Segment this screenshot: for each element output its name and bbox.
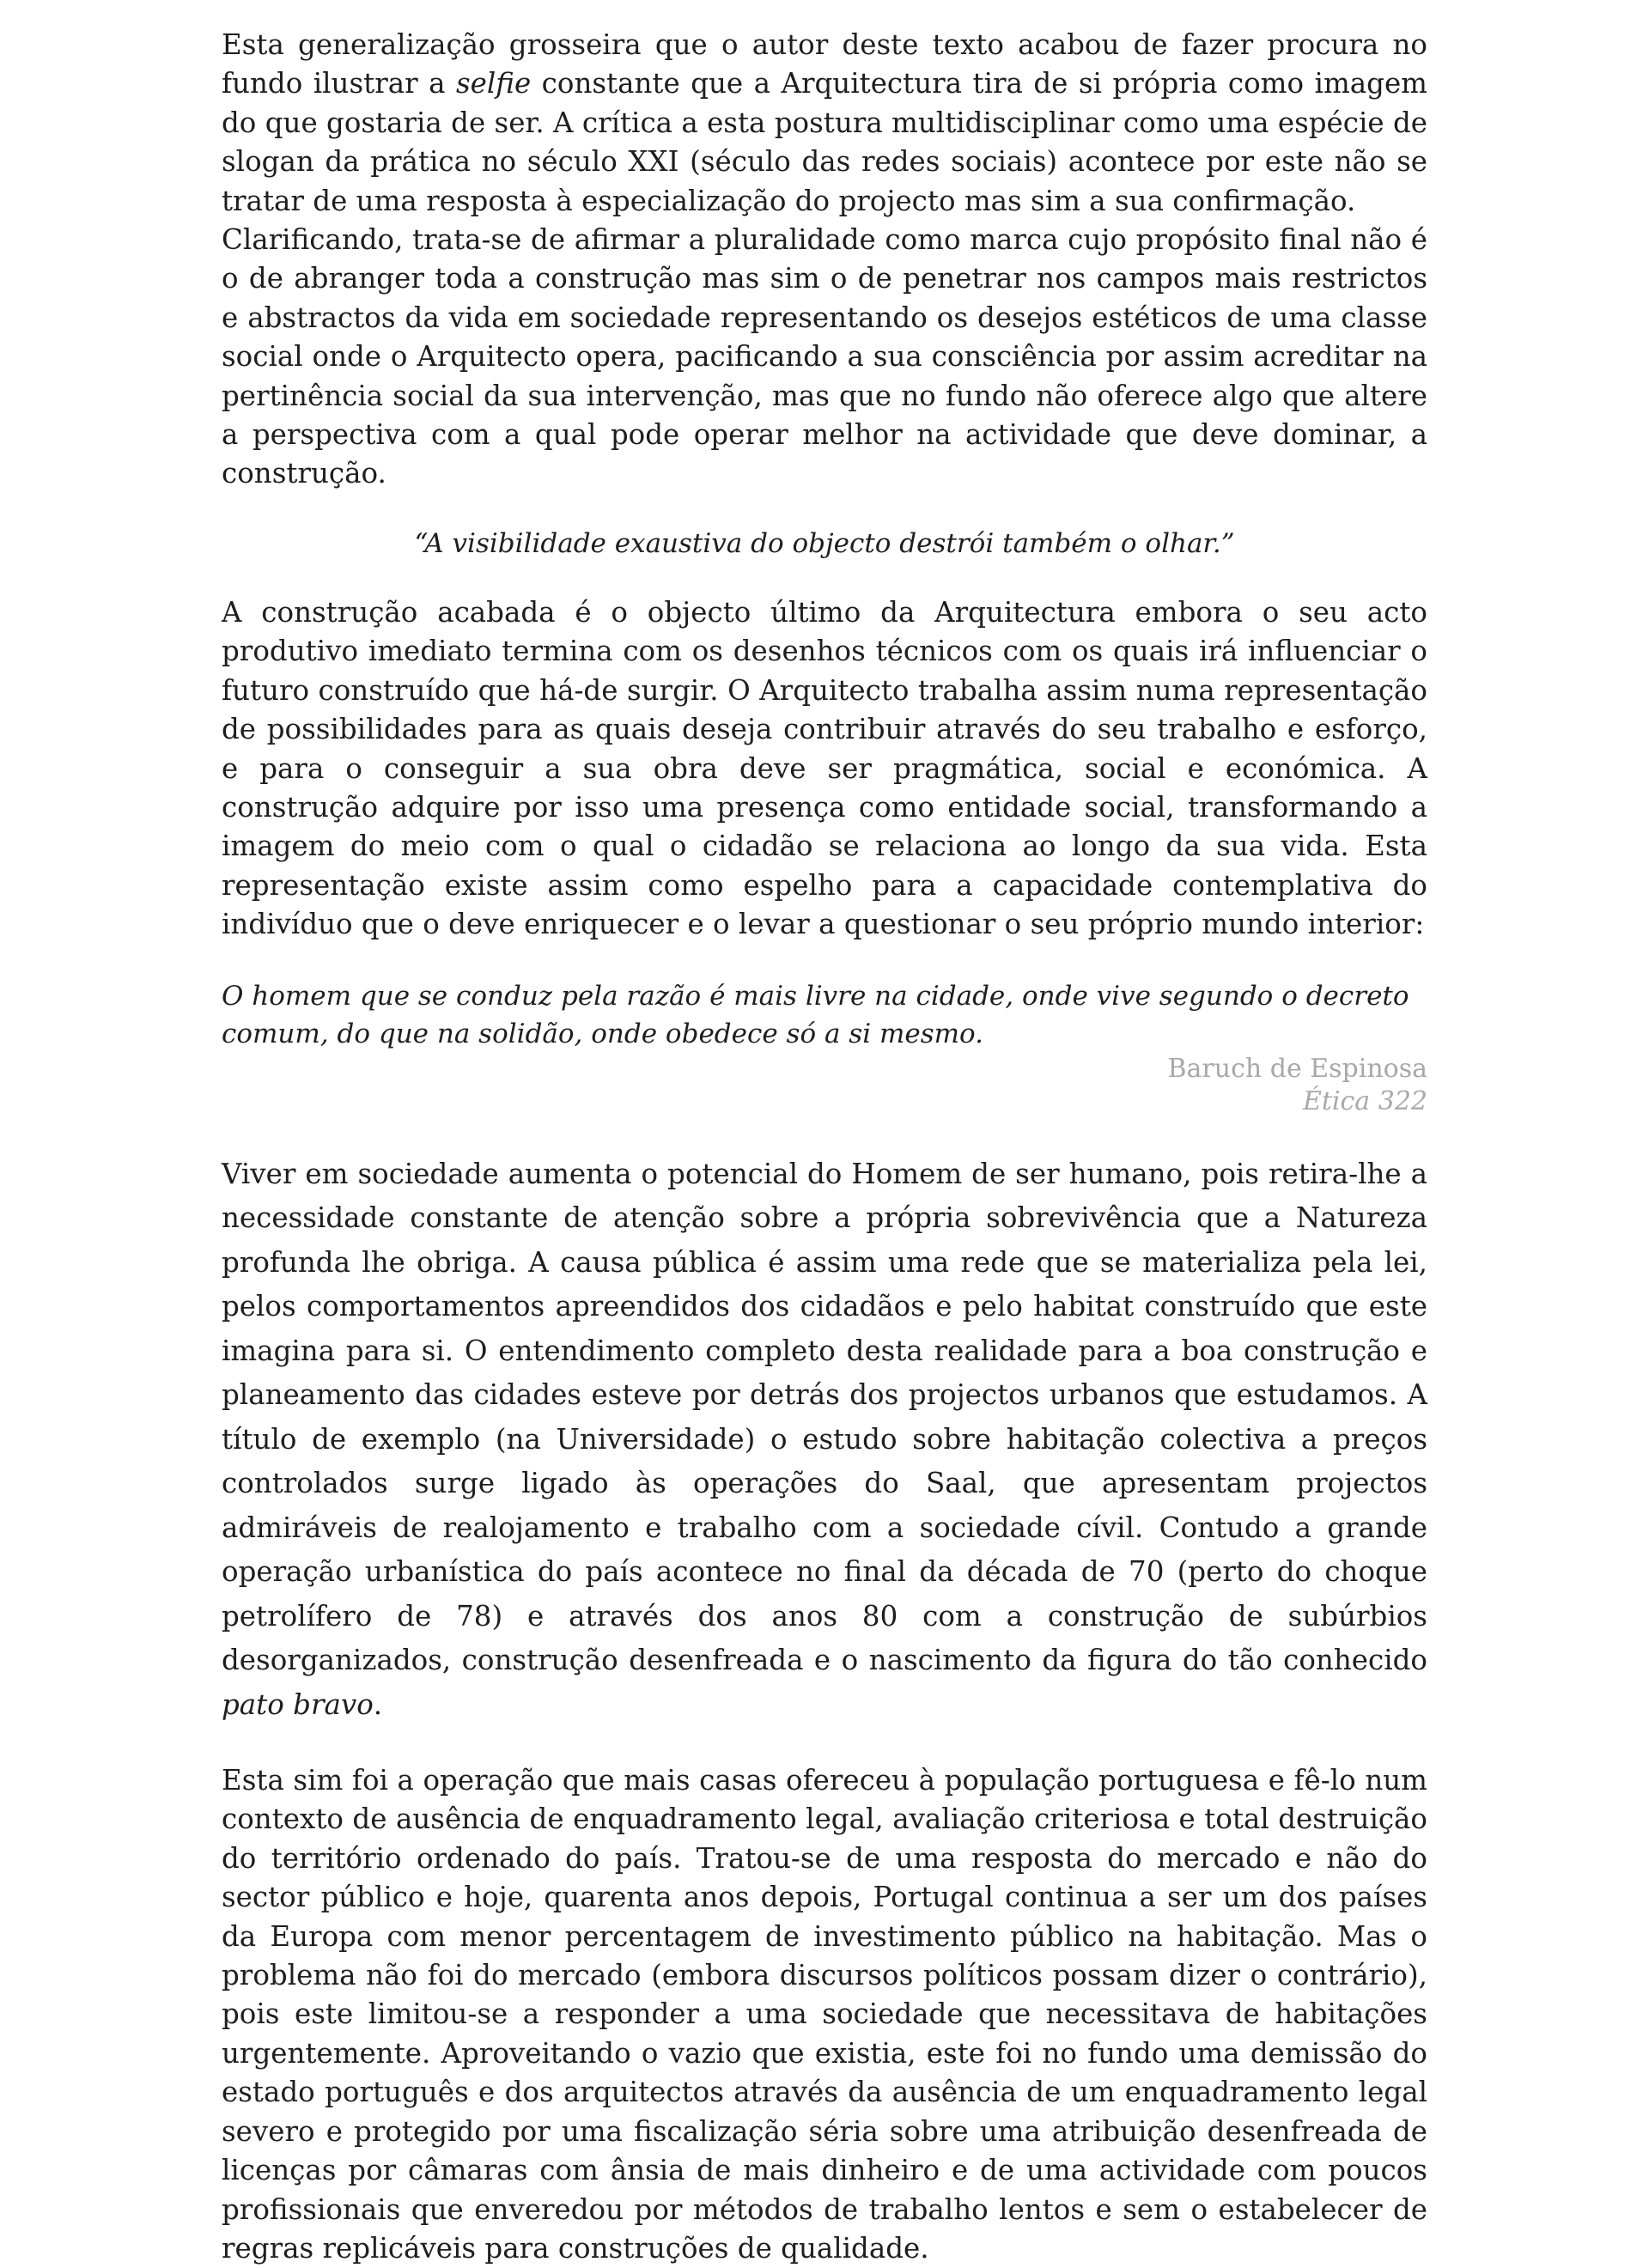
paragraph-text: Esta generalização grosseira que o autor deste texto acabou de fazer procura no fundo ilustrar a bbox=[222, 28, 1427, 100]
spacer bbox=[222, 494, 1427, 525]
spacer bbox=[222, 1727, 1427, 1761]
paragraph-text: constante que a Arquitectura tira de si própria como imagem do que gostaria de ser. A crítica a esta postura multidisciplinar como uma espécie de slogan da prática no século XXI (século das redes sociais) acontece por este não se tratar de uma resposta à especialização do projecto mas sim a sua confirmação. bbox=[222, 67, 1427, 217]
paragraph-text: Viver em sociedade aumenta o potencial do Homem de ser humano, pois retira-lhe a necessidade constante de atenção sobre a própria sobrevivência que a Natureza profunda lhe obriga. A causa pública é assim uma rede que se materializa pela lei, pelos comportamentos apreendidos dos cidadãos e pelo habitat construído que este imagina para si. O entendimento completo desta realidade para a boa construção e planeamento das cidades esteve por detrás dos projectos urbanos que estudamos. A título de exemplo (na Universidade) o estudo sobre habitação colectiva a preços controlados surge ligado às operações do Saal, que apresentam projectos admiráveis de realojamento e trabalho com a sociedade cívil. Contudo a grande operação urbanística do país acontece no final da década de 70 (perto do choque petrolífero de 78) e através dos anos 80 com a construção de subúrbios desorganizados, construção desenfreada e o nascimento da figura do tão conhecido bbox=[222, 1157, 1427, 1677]
attribution-work: Ética 322 bbox=[1302, 1085, 1427, 1116]
paragraph-esta-sim: Esta sim foi a operação que mais casas ofereceu à população portuguesa e fê-lo num contexto de ausência de enquadramento legal, avaliação criteriosa e total destruição do território ordenado do país. Tratou-se de uma resposta do mercado e não do sector público e hoje, quarenta anos depois, Portugal continua a ser um dos países da Europa com menor percentagem de investimento público na habitação. Mas o problema não foi do mercado (embora discursos políticos possam dizer o contrário), pois este limitou-se a responder a uma sociedade que necessitava de habitações urgentemente. Aproveitando o vazio que existia, este foi no fundo uma demissão do estado português e dos arquitectos através da ausência de um enquadramento legal severo e protegido por uma fiscalização séria sobre uma atribuição desenfreada de licenças por câmaras com ânsia de mais dinheiro e de uma actividade com poucos profissionais que enveredou por métodos de trabalho lentos e sem o estabelecer de regras replicáveis para construções de qualidade. bbox=[222, 1764, 1427, 2265]
centered-quote: “A visibilidade exaustiva do objecto destrói também o olhar.” bbox=[414, 527, 1235, 559]
document-page bbox=[222, 26, 1427, 2268]
paragraph-selfie bbox=[222, 26, 1427, 221]
paragraph-text: . bbox=[373, 1687, 383, 1721]
paragraph-construcao: A construção acabada é o objecto último da Arquitectura embora o seu acto produtivo imediato termina com os desenhos técnicos com os quais irá influenciar o futuro construído que há-de surgir. O Arquitecto trabalha assim numa representação de possibilidades para as quais deseja contribuir através do seu trabalho e esforço, e para o conseguir a sua obra deve ser pragmática, social e económica. A construção adquire por isso uma presença como entidade social, transformando a imagem do meio com o qual o cidadão se relaciona ao longo da sua vida. Esta representação existe assim como espelho para a capacidade contemplativa do indivíduo que o deve enriquecer e o levar a questionar o seu próprio mundo interior: bbox=[222, 595, 1427, 941]
block-quote-espinosa: O homem que se conduz pela razão é mais livre na cidade, onde vive segundo o decreto comum, do que na solidão, onde obedece só a si mesmo. bbox=[222, 980, 1409, 1049]
spacer bbox=[222, 1118, 1427, 1152]
quote-attribution bbox=[222, 1053, 1427, 1118]
spacer bbox=[222, 562, 1427, 593]
emphasis-pato-bravo: pato bravo bbox=[222, 1687, 374, 1721]
emphasis-selfie: selfie bbox=[455, 67, 532, 100]
paragraph-clarificando: Clarificando, trata-se de afirmar a pluralidade como marca cujo propósito final não é o de abranger toda a construção mas sim o de penetrar nos campos mais restrictos e abstractos da vida em sociedade representando os desejos estéticos de uma classe social onde o Arquitecto opera, pacificando a sua consciência por assim acreditar na pertinência social da sua intervenção, mas que no fundo não oferece algo que altere a perspectiva com a qual pode operar melhor na actividade que deve dominar, a construção. bbox=[222, 223, 1427, 490]
paragraph-viver-em-sociedade bbox=[222, 1152, 1427, 1728]
spacer bbox=[222, 945, 1427, 977]
attribution-author: Baruch de Espinosa bbox=[1167, 1053, 1427, 1084]
